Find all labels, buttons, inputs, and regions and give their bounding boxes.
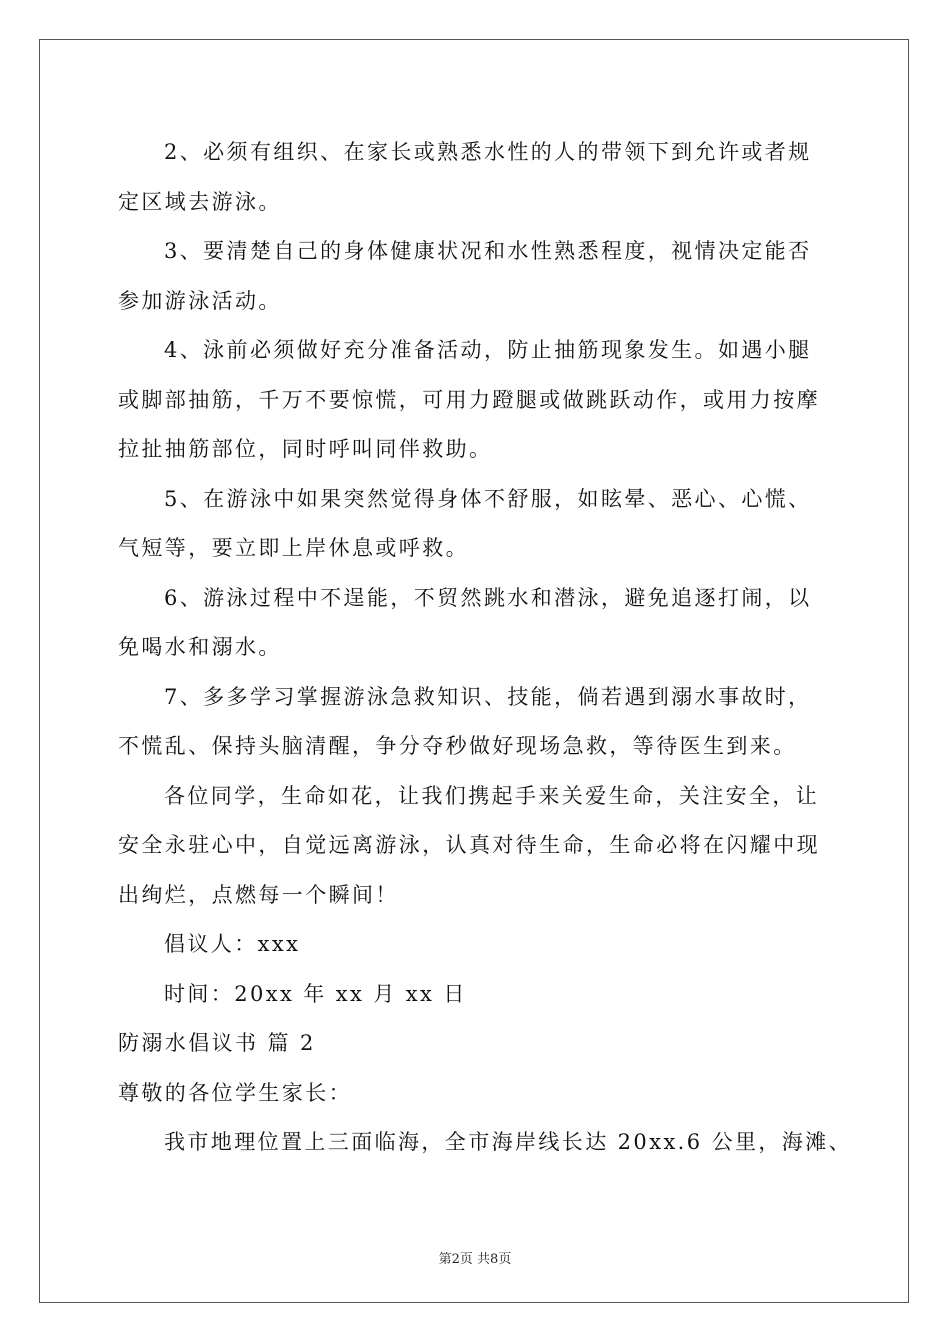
text-line: 我市地理位置上三面临海，全市海岸线长达 20xx.6 公里，海滩、 (164, 1130, 852, 1154)
text-line: 安全永驻心中，自觉远离游泳，认真对待生命，生命必将在闪耀中现 (118, 833, 820, 857)
paragraph-rule-5 (118, 475, 838, 574)
text-line: 7、多多学习掌握游泳急救知识、技能，倘若遇到溺水事故时， (164, 684, 812, 709)
section-heading (118, 1019, 838, 1069)
salutation (118, 1069, 838, 1119)
text-line: 4、泳前必须做好充分准备活动，防止抽筋现象发生。如遇小腿 (164, 338, 812, 362)
date-line (118, 970, 838, 1020)
paragraph-rule-4 (118, 326, 838, 475)
paragraph-rule-7 (118, 673, 838, 772)
text-line: 3、要清楚自己的身体健康状况和水性熟悉程度，视情决定能否 (164, 239, 812, 263)
text-line: 定区域去游泳。 (118, 189, 282, 214)
proposer-line (118, 920, 838, 970)
text-line: 气短等，要立即上岸休息或呼救。 (118, 536, 469, 560)
page-number-footer: 第2页 共8页 (438, 1252, 512, 1267)
text-line: 尊敬的各位学生家长： (118, 1080, 352, 1105)
text-line: 倡议人：xxx (164, 932, 301, 956)
text-line: 不慌乱、保持头脑清醒，争分夺秒做好现场急救，等待医生到来。 (118, 734, 797, 758)
text-line: 或脚部抽筋，千万不要惊慌，可用力蹬腿或做跳跃动作，或用力按摩 (118, 387, 820, 412)
text-line: 时间：20xx 年 xx 月 xx 日 (164, 981, 467, 1006)
paragraph-rule-3 (118, 227, 838, 326)
text-line: 2、必须有组织、在家长或熟悉水性的人的带领下到允许或者规 (164, 140, 812, 164)
text-line: 6、游泳过程中不逞能，不贸然跳水和潜泳，避免追逐打闹，以 (164, 585, 812, 610)
paragraph-rule-6 (118, 574, 838, 673)
document-body (118, 128, 852, 1168)
text-line: 参加游泳活动。 (118, 288, 282, 313)
text-line: 拉扯抽筋部位，同时呼叫同伴救助。 (118, 437, 493, 461)
text-line: 5、在游泳中如果突然觉得身体不舒服，如眩晕、恶心、心慌、 (164, 486, 812, 511)
paragraph-closing (118, 772, 838, 921)
text-line: 各位同学，生命如花，让我们携起手来关爱生命，关注安全，让 (164, 783, 820, 808)
text-line: 出绚烂，点燃每一个瞬间！ (118, 882, 399, 907)
paragraph-rule-2 (118, 128, 838, 227)
text-line: 免喝水和溺水。 (118, 635, 282, 659)
paragraph-intro (118, 1118, 852, 1168)
text-line: 防溺水倡议书 篇 2 (118, 1031, 316, 1055)
